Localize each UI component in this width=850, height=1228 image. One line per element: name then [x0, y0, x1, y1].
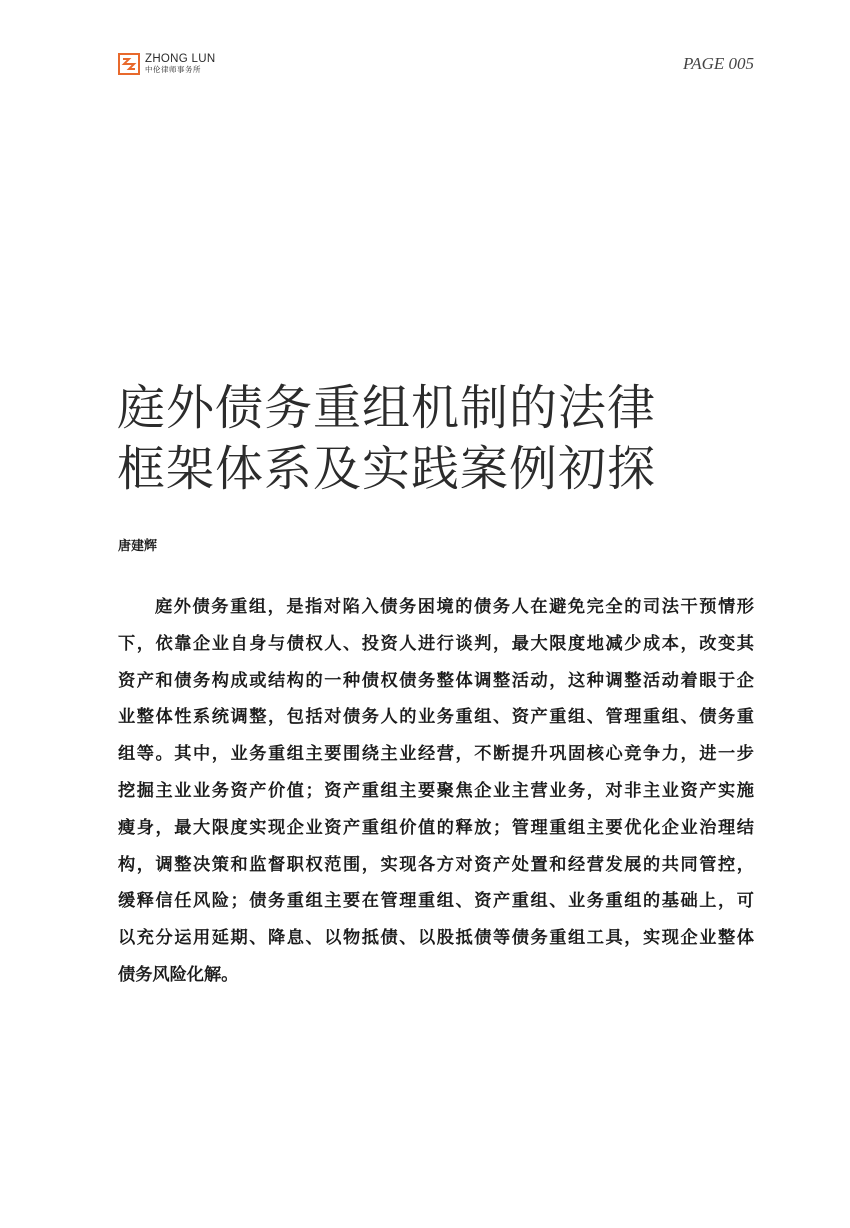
article-title [117, 378, 757, 500]
body-line: 缓释信任风险；债务重组主要在管理重组、资产重组、业务重组的基础上，可 [118, 891, 754, 912]
body-line: 组等。其中，业务重组主要围绕主业经营，不断提升巩固核心竞争力，进一步 [118, 744, 754, 765]
logo-chinese-name: 中伦律师事务所 [145, 65, 201, 74]
article-body [118, 593, 754, 998]
body-line: 业整体性系统调整，包括对债务人的业务重组、资产重组、管理重组、债务重 [118, 707, 754, 728]
body-line: 以充分运用延期、降息、以物抵债、以股抵债等债务重组工具，实现企业整体 [118, 928, 754, 949]
body-line: 下，依靠企业自身与债权人、投资人进行谈判，最大限度地减少成本，改变其 [118, 633, 754, 654]
body-line: 瘦身，最大限度实现企业资产重组价值的释放；管理重组主要优化企业治理结 [118, 817, 754, 838]
body-line: 庭外债务重组，是指对陷入债务困境的债务人在避免完全的司法干预情形 [155, 597, 754, 617]
body-line: 债务风险化解。 [118, 964, 239, 985]
logo-text [145, 53, 215, 75]
zhonglun-logo [118, 53, 215, 75]
article-author: 唐建辉 [118, 539, 158, 554]
page-number: PAGE 005 [683, 54, 754, 73]
page-header [0, 0, 850, 100]
body-line: 资产和债务构成或结构的一种债权债务整体调整活动，这种调整活动着眼于企 [118, 670, 754, 691]
article-title-line-1: 庭外债务重组机制的法律 [117, 380, 657, 436]
body-line: 挖掘主业业务资产价值；资产重组主要聚焦企业主营业务，对非主业资产实施 [118, 780, 754, 801]
zhonglun-logo-icon [118, 53, 140, 75]
body-line: 构，调整决策和监督职权范围，实现各方对资产处置和经营发展的共同管控， [118, 854, 754, 875]
article-title-line-2: 框架体系及实践案例初探 [117, 441, 657, 497]
logo-english-name: ZHONG LUN [145, 53, 216, 65]
